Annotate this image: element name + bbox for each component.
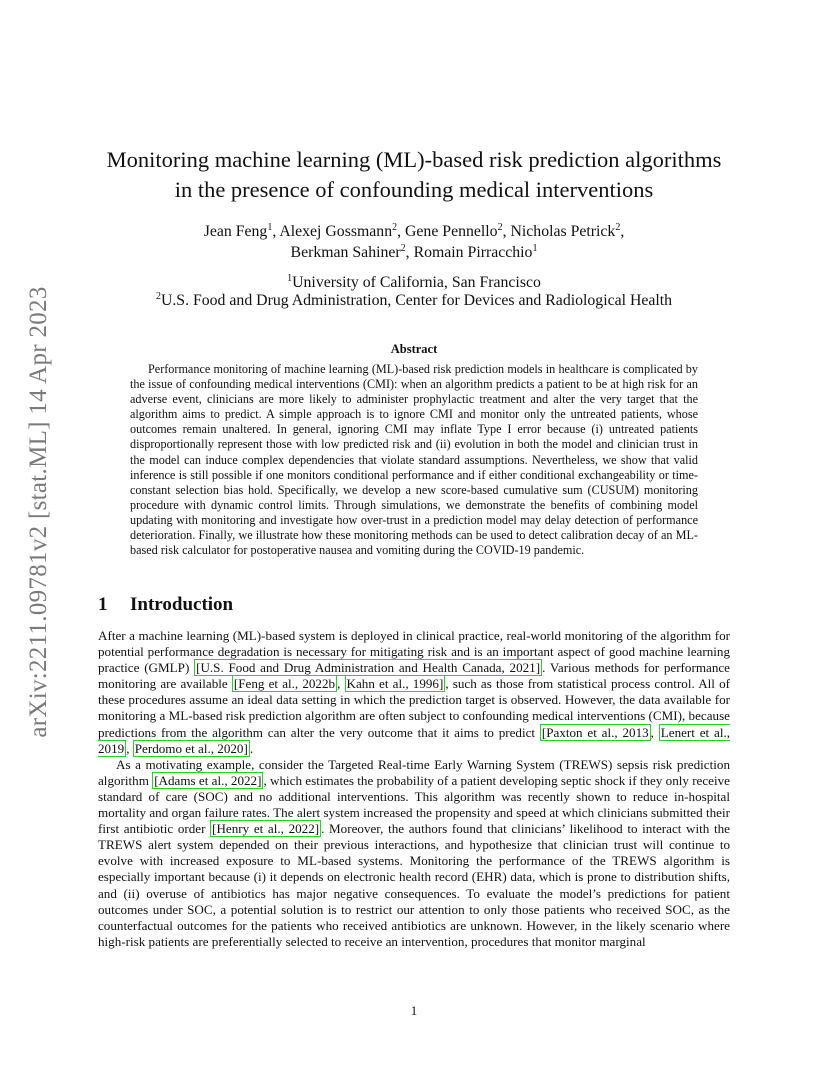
paragraph	[98, 757, 730, 950]
paragraph-text: , such as those from statistical process control. All of these procedures assume an ideal data setting in which the prediction target is observed. However, the data available for monitoring a ML-based risk prediction algorithm are often subject to confounding medical interventions (CMI), because predictions from the algorithm can alter the very outcome that it aims to predict	[98, 676, 730, 740]
section-title: Introduction	[130, 594, 234, 615]
author-affiliation-mark: 2	[400, 243, 406, 254]
affiliation-mark: 1	[287, 273, 293, 284]
paragraph-text: As a motivating example, consider the Targeted Real-time Early Warning System (TREWS) sepsis risk prediction algorithm	[98, 756, 730, 788]
paragraph-text: . Various methods for performance monitoring are available	[98, 660, 730, 692]
citation-link[interactable]: Lenert et al., 2019	[98, 724, 731, 756]
abstract-heading: Abstract	[390, 342, 438, 356]
affiliation-line	[60, 292, 768, 310]
affiliation-line	[60, 274, 768, 292]
paragraph-text: . Moreover, the authors found that clinicians’ likelihood to interact with the TREWS alert system depended on their previous interactions, and hypothesize that clinician trust will continue to evolve with increased exposure to ML-based systems. Monitoring the performance of the TREWS algorithm is especially important because (i) it depends on electronic health record (EHR) data, which is prone to distribution shifts, and (ii) overuse of antibiotics has major negative consequences. To evaluate the model’s predictions for patient outcomes under SOC, a potential solution is to restrict our attention to only those patients who received SOC, as the counterfactual outcomes for the patients who received antibiotics are unknown. However, in the likely scenario where high-risk patients are preferentially selected to receive an intervention, procedures that monitor marginal	[98, 821, 730, 949]
author-affiliation-mark: 2	[615, 222, 621, 233]
page-number: 1	[410, 1003, 418, 1018]
paragraph-text: ,	[337, 676, 345, 692]
abstract-text: Performance monitoring of machine learning (ML)-based risk prediction models in healthcare is complicated by the issue of confounding medical interventions (CMI): when an algorithm predicts a patient to be at high risk for an adverse event, clinicians are more likely to administer prophylactic treatment and alter the very target that the algorithm aims to predict. A simple approach is to ignore CMI and monitor only the untreated patients, whose outcomes remain unaltered. In general, ignoring CMI may inflate Type I error because (i) untreated patients disproportionally represent those with low predicted risk and (ii) evolution in both the model and clinician trust in the model can induce complex dependencies that violate standard assumptions. Nevertheless, we show that valid inference is still possible if one monitors conditional performance and if either conditional exchangeability or time-constant selection bias hold. Specifically, we develop a new score-based cumulative sum (CUSUM) monitoring procedure with dynamic control limits. Through simulations, we demonstrate the benefits of combining model updating with monitoring and investigate how over-trust in a prediction model may delay detection of performance deterioration. Finally, we illustrate how these monitoring methods can be used to detect calibration decay of an ML-based risk calculator for postoperative nausea and vomiting during the COVID-19 pandemic.	[130, 362, 698, 558]
citation-link[interactable]: [Henry et al., 2022]	[212, 821, 320, 837]
paragraph-text: After a machine learning (ML)-based system is deployed in clinical practice, real-world monitoring of the algorithm for potential performance degradation is necessary for mitigating risk and is an important aspect of good machine learning practice (GMLP)	[98, 628, 730, 676]
author-name: Alexej Gossmann	[279, 223, 393, 240]
author-list	[60, 221, 768, 263]
author-name: Berkman Sahiner	[290, 244, 401, 261]
author-name: Gene Pennello	[405, 223, 498, 240]
author-name: Jean Feng	[203, 223, 268, 240]
affiliation-text: U.S. Food and Drug Administration, Center for Devices and Radiological Health	[160, 292, 673, 309]
introduction-body	[98, 628, 730, 950]
paper-title	[60, 145, 768, 204]
author-name: Romain Pirracchio	[413, 244, 533, 261]
citation-link[interactable]: Perdomo et al., 2020]	[134, 740, 248, 756]
author-name: Nicholas Petrick	[510, 223, 616, 240]
author-line: Jean Feng$^1$, Alexej Gossmann$^2$, Gene Pennello$^2$, Nicholas Petrick$^2$,	[203, 222, 625, 240]
paragraph-text: .	[249, 740, 254, 756]
author-affiliation-mark: 2	[497, 222, 503, 233]
author-line: Berkman Sahiner$^2$, Romain Pirracchio$^1$	[290, 243, 538, 261]
paragraph-text: , which estimates the probability of a patient developing septic shock if they only receive standard of care (SOC) and no additional interventions. This algorithm was recently shown to reduce in-hospital mortality and organ failure rates. The alert system increased the propensity and speed at which clinicians submitted their first antibiotic order	[98, 772, 730, 837]
citation-link[interactable]: [U.S. Food and Drug Administration and Health Canada, 2021]	[196, 660, 541, 676]
citation-link[interactable]: [Paxton et al., 2013	[541, 724, 649, 740]
author-affiliation-mark: 2	[392, 222, 398, 233]
author-affiliation-mark: 1	[267, 222, 273, 233]
title-line: in the presence of confounding medical interventions	[174, 176, 654, 202]
title-line: Monitoring machine learning (ML)-based risk prediction algorithms	[106, 147, 722, 172]
affiliation-mark: 2	[155, 291, 161, 302]
citation-link[interactable]: Kahn et al., 1996]	[346, 676, 444, 692]
section-heading	[98, 594, 233, 616]
paragraph	[98, 628, 730, 757]
citation-link[interactable]: [Feng et al., 2022b	[233, 676, 336, 692]
section-number: 1	[98, 594, 108, 615]
arxiv-identifier-text: arXiv:2211.09781v2 [stat.ML] 14 Apr 2023	[25, 286, 52, 738]
paragraph-text: ,	[126, 740, 133, 756]
paragraph-text: ,	[650, 724, 659, 740]
affiliations	[60, 274, 768, 310]
affiliation-text: University of California, San Francisco	[292, 274, 541, 291]
author-affiliation-mark: 1	[532, 243, 538, 254]
citation-link[interactable]: [Adams et al., 2022]	[154, 772, 262, 788]
